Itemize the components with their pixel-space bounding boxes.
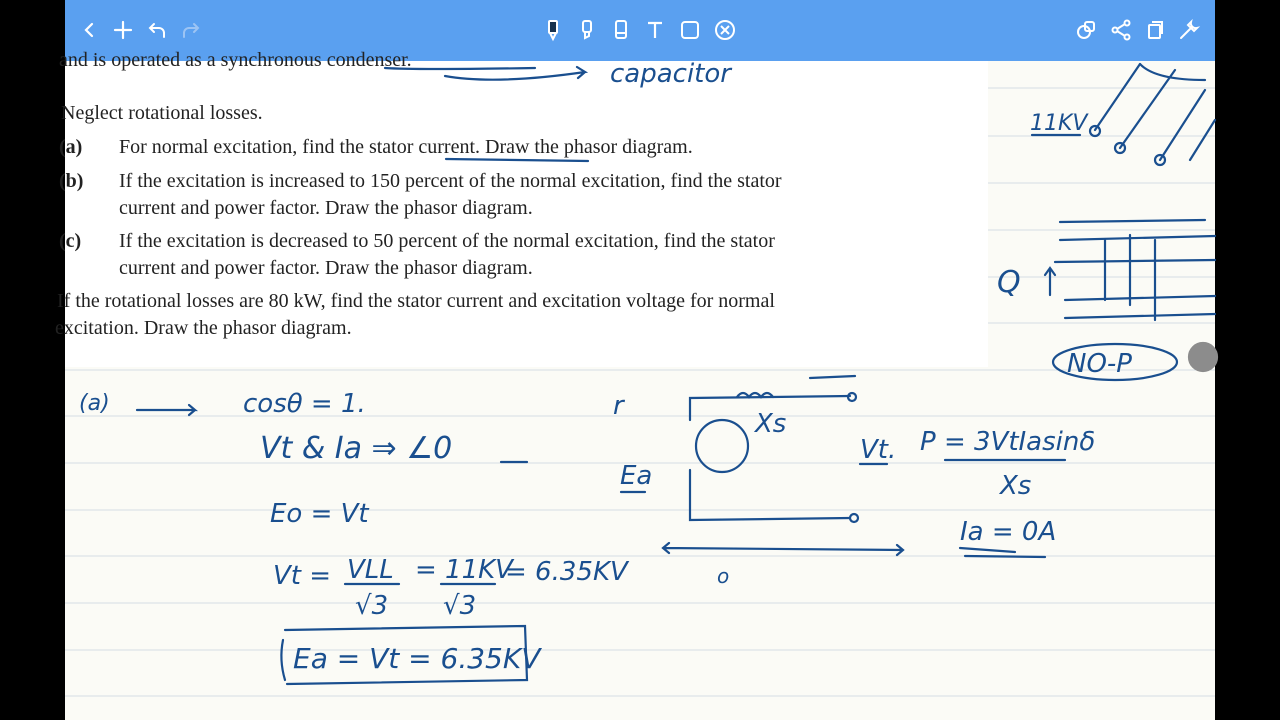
layers-icon xyxy=(1074,18,1098,42)
close-circle-icon xyxy=(713,18,737,42)
ink-vt: Vt. xyxy=(860,435,897,465)
ink-eq11: = 11KV xyxy=(415,555,513,585)
ink-xs: Xs xyxy=(755,409,787,439)
shape-tool[interactable] xyxy=(674,14,706,46)
copy-icon xyxy=(1143,18,1167,42)
label-a: (a) xyxy=(59,136,83,158)
square-icon xyxy=(678,18,702,42)
redo-icon xyxy=(179,18,203,42)
ink-sqrt3-b: √3 xyxy=(443,591,477,621)
text-tool[interactable] xyxy=(639,14,671,46)
doc-line-1: Neglect rotational losses. xyxy=(61,102,263,124)
ink-eq635: = 6.35KV xyxy=(505,557,628,587)
add-page-button[interactable] xyxy=(107,14,139,46)
ink-sqrt3-a: √3 xyxy=(355,591,389,621)
undo-icon xyxy=(145,18,169,42)
ink-p-eq: P = 3VtIasinδ xyxy=(920,427,1096,457)
doc-line-0: and is operated as a synchronous condenser. xyxy=(59,49,412,71)
ink-ea: Ea xyxy=(620,461,653,491)
layers-button[interactable] xyxy=(1070,14,1102,46)
doc-d-text-2: excitation. Draw the phasor diagram. xyxy=(55,317,352,339)
back-button[interactable] xyxy=(73,14,105,46)
eraser-icon xyxy=(609,18,633,42)
doc-d-text-1: If the rotational losses are 80 kW, find the stator current and excitation voltage for normal xyxy=(57,290,775,312)
ink-no-p: NO-P xyxy=(1067,349,1132,379)
ink-boxed: Ea = Vt = 6.35KV xyxy=(293,642,541,675)
doc-b-text-1: If the excitation is increased to 150 percent of the normal excitation, find the stator xyxy=(119,170,782,192)
ink-o: o xyxy=(717,564,730,588)
ink-vt-ia: Vt & Ia ⇒ ∠0 xyxy=(260,431,453,466)
ink-xs2: Xs xyxy=(1000,471,1032,501)
notes-app xyxy=(55,0,1215,720)
ink-q: Q xyxy=(997,265,1021,300)
doc-a-text: For normal excitation, find the stator current. Draw the phasor diagram. xyxy=(119,136,693,158)
ink-ia0: Ia = 0A xyxy=(960,517,1057,547)
eraser-tool[interactable] xyxy=(605,14,637,46)
settings-button[interactable] xyxy=(1173,14,1205,46)
plus-icon xyxy=(111,18,135,42)
highlighter-icon xyxy=(575,18,599,42)
doc-c-text-1: If the excitation is decreased to 50 percent of the normal excitation, find the stator xyxy=(119,230,775,252)
label-b: (b) xyxy=(59,170,84,192)
ink-11kv: 11KV xyxy=(1030,111,1088,136)
share-icon xyxy=(1109,18,1133,42)
chevron-left-icon xyxy=(77,18,101,42)
ink-cos: cosθ = 1. xyxy=(243,389,366,419)
wrench-icon xyxy=(1177,18,1201,42)
ink-capacitor: capacitor xyxy=(610,59,731,89)
pen-tool[interactable] xyxy=(537,14,569,46)
ink-eo-vt: Eo = Vt xyxy=(270,499,369,529)
pasted-textbook-image xyxy=(55,49,988,367)
copy-button[interactable] xyxy=(1139,14,1171,46)
text-icon xyxy=(643,18,667,42)
pen-icon xyxy=(541,18,565,42)
ink-r: r xyxy=(613,391,624,421)
doc-b-text-2: current and power factor. Draw the phasor diagram. xyxy=(119,197,533,219)
ink-part-a: (a) xyxy=(79,391,110,416)
label-c: (c) xyxy=(59,230,82,252)
share-button[interactable] xyxy=(1105,14,1137,46)
undo-button[interactable] xyxy=(141,14,173,46)
redo-button[interactable] xyxy=(175,14,207,46)
ink-vt-eq: Vt = xyxy=(273,561,332,591)
lasso-tool[interactable] xyxy=(709,14,741,46)
doc-c-text-2: current and power factor. Draw the phasor diagram. xyxy=(119,257,533,279)
highlighter-tool[interactable] xyxy=(571,14,603,46)
ink-vll: VLL xyxy=(347,555,394,585)
